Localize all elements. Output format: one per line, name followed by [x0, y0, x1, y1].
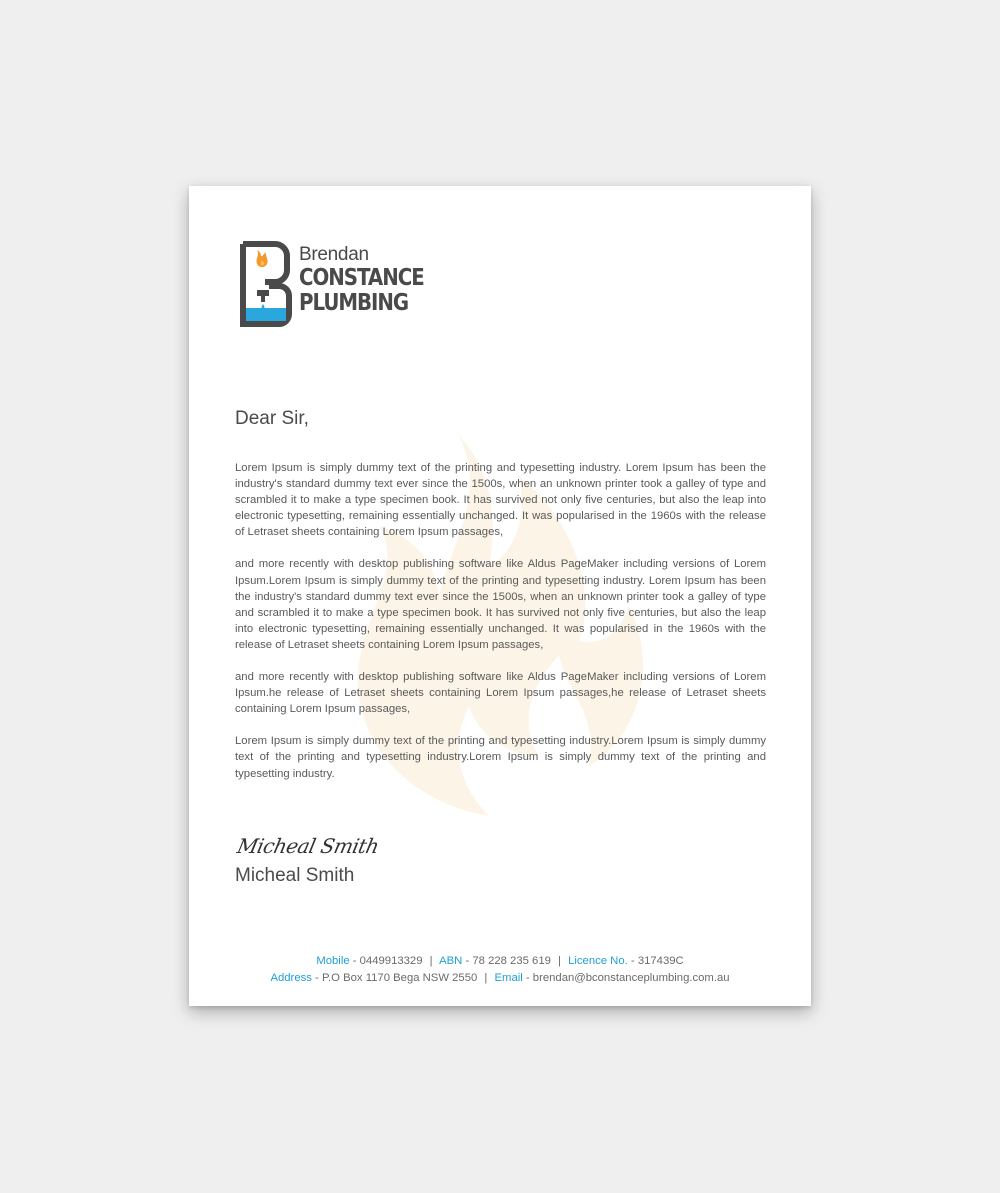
logo-line-plumbing: PLUMBING — [299, 290, 409, 316]
mobile-label: Mobile — [316, 955, 350, 967]
dash: - — [525, 971, 530, 984]
abn-label: ABN — [439, 955, 463, 967]
pipe-logo-icon — [235, 240, 293, 328]
company-logo — [235, 240, 435, 330]
footer-line-2 — [189, 970, 811, 987]
dash: - — [315, 971, 319, 984]
letter-body — [235, 460, 766, 798]
mobile-value: 0449913329 — [359, 955, 423, 967]
paragraph-4: Lorem Ipsum is simply dummy text of the printing and typesetting industry.Lorem Ipsum is simply dummy text of the printing and typesetting industry.Lorem Ipsum is simply dummy text of the printing and typesetting industry. — [235, 735, 766, 780]
letterhead-page — [189, 186, 811, 1006]
licence-label: Licence No. — [568, 955, 628, 967]
address-value: P.O Box 1170 Bega NSW 2550 — [321, 971, 478, 984]
paragraph-3: and more recently with desktop publishing software like Aldus PageMaker including versions of Lorem Ipsum.he release of Letraset sheets containing Lorem Ipsum passages,he release of Letraset sheets containing Lorem Ipsum passages, — [235, 671, 766, 716]
logo-wordmark — [299, 244, 444, 316]
paragraph-2: and more recently with desktop publishing software like Aldus PageMaker including versions of Lorem Ipsum.Lorem Ipsum is simply dummy text of the printing and typesetting industry. Lorem Ipsum has been the industry's standard dummy text ever since the 1500s, when an unknown printer took a galley of type and scrambled it to make a type specimen book. It has survived not only five centuries, but also the leap into electronic typesetting, remaining essentially unchanged. It was popularised in the 1960s with the release of Letraset sheets containing Lorem Ipsum passages, — [235, 558, 766, 651]
dash: - — [465, 955, 470, 967]
paragraph-1: Lorem Ipsum is simply dummy text of the printing and typesetting industry. Lorem Ipsum has been the industry's standard dummy text ever since the 1500s, when an unknown printer took a galley of type and scrambled it to make a type specimen book. It has survived not only five centuries, but also the leap into electronic typesetting, remaining essentially unchanged. It was popularised in the 1960s with the release of Letraset sheets containing Lorem Ipsum passages, — [235, 462, 766, 539]
email-label: Email — [494, 971, 523, 984]
abn-value: 78 228 235 619 — [472, 955, 551, 967]
separator: | — [558, 955, 561, 967]
email-value[interactable]: brendan@bconstanceplumbing.com.au — [532, 971, 730, 984]
licence-value: 317439C — [637, 955, 684, 967]
dash: - — [630, 955, 635, 967]
address-label: Address — [270, 971, 312, 984]
logo-line-brendan: Brendan — [299, 244, 369, 265]
handwritten-signature: Micheal Smith — [235, 834, 382, 858]
signatory-name: Micheal Smith — [235, 865, 355, 886]
contact-footer — [189, 953, 811, 986]
logo-line-constance: CONSTANCE — [299, 265, 424, 291]
dash: - — [352, 955, 357, 967]
separator: | — [429, 955, 433, 967]
separator: | — [484, 971, 488, 984]
footer-line-1 — [189, 953, 811, 970]
salutation: Dear Sir, — [235, 408, 309, 429]
